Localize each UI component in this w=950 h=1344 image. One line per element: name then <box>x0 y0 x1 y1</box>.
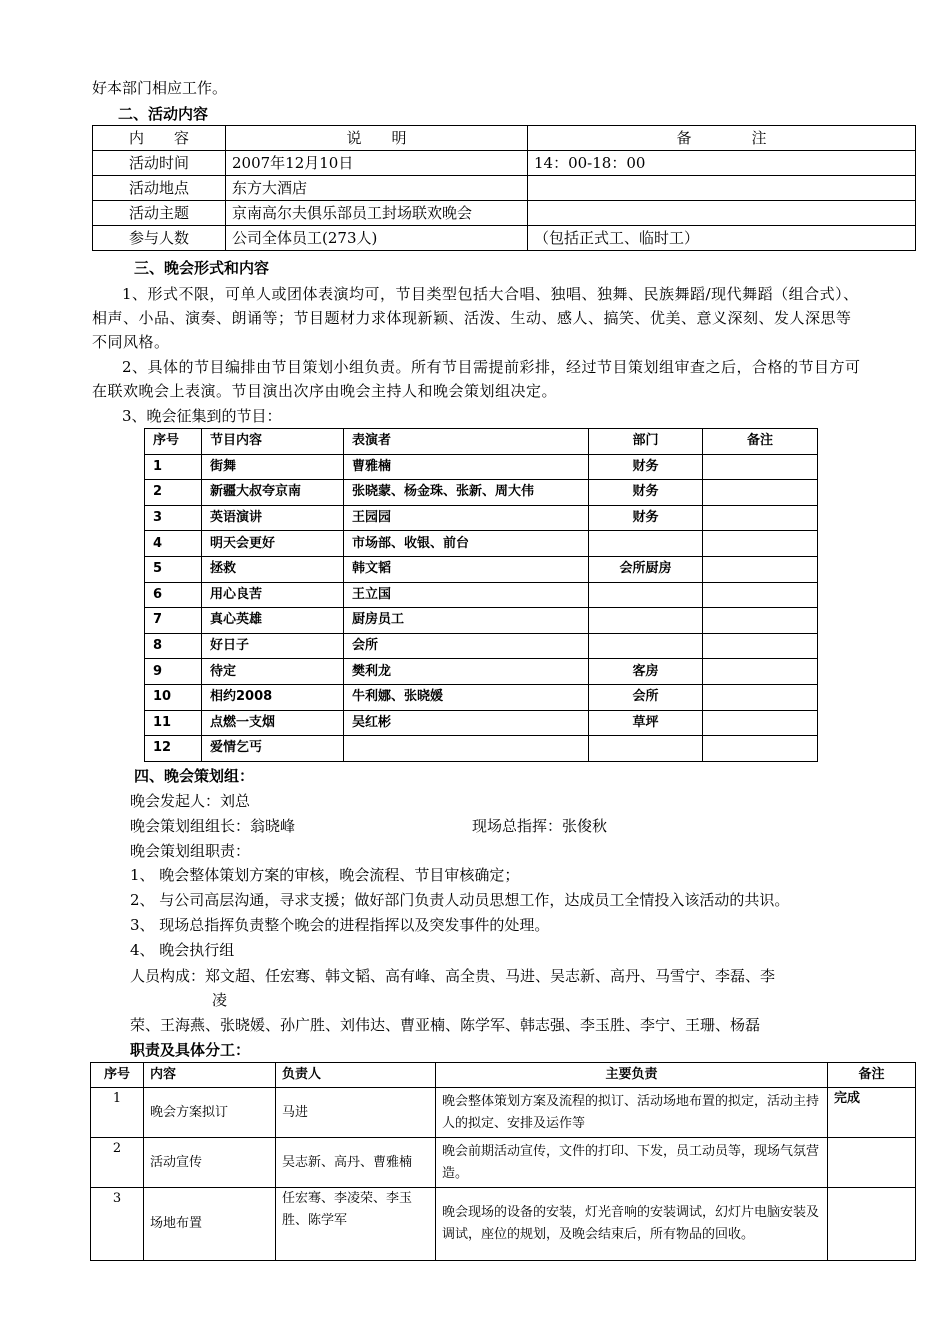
cell <box>589 531 703 557</box>
initiator: 晚会发起人：刘总 <box>130 792 251 810</box>
table-row <box>91 1063 916 1088</box>
cell: 吴红彬 <box>344 710 589 736</box>
table-row <box>93 151 916 176</box>
cell <box>703 608 818 634</box>
table-row <box>93 126 916 151</box>
cell <box>703 480 818 506</box>
cell: 晚会现场的设备的安装，灯光音响的安装调试，幻灯片电脑安装及调试，座位的规划，及晚会结束后，所有物品的回收。 <box>436 1188 828 1261</box>
program-table <box>144 428 818 762</box>
cell <box>528 176 916 201</box>
table-row <box>91 1188 916 1261</box>
cell: 会所 <box>589 684 703 710</box>
paragraph-2: 2、具体的节目编排由节目策划小组负责。所有节目需提前彩排，经过节目策划组审查之后，合格的节目方可在联欢晚会上表演。节目演出次序由晚会主持人和晚会策划组决定。 <box>92 358 861 400</box>
cell: 张晓蒙、杨金珠、张新、周大伟 <box>344 480 589 506</box>
cell: 1 <box>145 454 202 480</box>
table-row <box>145 736 818 762</box>
cell: 5 <box>145 556 202 582</box>
duties-title: 晚会策划组职责： <box>130 842 251 860</box>
header-cell: 节目内容 <box>202 429 344 455</box>
paragraph-1: 1、形式不限，可单人或团体表演均可，节目类型包括大合唱、独唱、独舞、民族舞蹈/现代舞蹈（组合式）、相声、小品、演奏、朗诵等；节目题材力求体现新颖、活泼、生动、感人、搞笑、优美、意义深刻、发人深思等不同风格。 <box>92 285 859 351</box>
cell: 街舞 <box>202 454 344 480</box>
cell: 市场部、收银、前台 <box>344 531 589 557</box>
members-line-1: 人员构成：郑文超、任宏骞、韩文韬、高有峰、高全贵、马进、吴志新、高丹、马雪宁、李磊、李 <box>130 967 776 985</box>
header-cell: 部门 <box>589 429 703 455</box>
cell <box>589 608 703 634</box>
cell <box>589 633 703 659</box>
division-title: 职责及具体分工： <box>130 1041 251 1059</box>
cell: 场地布置 <box>144 1188 276 1261</box>
cell <box>703 684 818 710</box>
cell: 2 <box>145 480 202 506</box>
cell: 王园园 <box>344 505 589 531</box>
header-cell: 表演者 <box>344 429 589 455</box>
cell: 9 <box>145 659 202 685</box>
header-cell: 负责人 <box>276 1063 436 1088</box>
cell: 活动时间 <box>93 151 226 176</box>
cell <box>528 201 916 226</box>
table-row <box>145 633 818 659</box>
cell: 东方大酒店 <box>226 176 528 201</box>
table-row <box>145 710 818 736</box>
cell: 公司全体员工(273人) <box>226 226 528 251</box>
cell: 财务 <box>589 454 703 480</box>
duty-1: 1、 晚会整体策划方案的审核，晚会流程、节目审核确定； <box>130 866 520 884</box>
cell: 点燃一支烟 <box>202 710 344 736</box>
cell: 樊利龙 <box>344 659 589 685</box>
cell: 10 <box>145 684 202 710</box>
cell: 明天会更好 <box>202 531 344 557</box>
table-row <box>145 608 818 634</box>
cell: 客房 <box>589 659 703 685</box>
cell <box>703 659 818 685</box>
header-cell: 备 注 <box>528 126 916 151</box>
cell <box>828 1138 916 1188</box>
header-cell: 备注 <box>703 429 818 455</box>
cell <box>703 556 818 582</box>
cell: 厨房员工 <box>344 608 589 634</box>
cell <box>703 582 818 608</box>
table-row <box>91 1138 916 1188</box>
cell: （包括正式工、临时工） <box>528 226 916 251</box>
cell: 1 <box>91 1088 144 1138</box>
table-row <box>93 176 916 201</box>
cell: 活动地点 <box>93 176 226 201</box>
cell: 牛利娜、张晓媛 <box>344 684 589 710</box>
cell: 11 <box>145 710 202 736</box>
cell: 活动主题 <box>93 201 226 226</box>
cell: 参与人数 <box>93 226 226 251</box>
header-cell: 主要负责 <box>436 1063 828 1088</box>
cell <box>589 582 703 608</box>
cell: 晚会方案拟订 <box>144 1088 276 1138</box>
cell: 会所厨房 <box>589 556 703 582</box>
table-row <box>145 480 818 506</box>
members-line-3: 荣、王海燕、张晓媛、孙广胜、刘伟达、曹亚楠、陈学军、韩志强、李玉胜、李宁、王珊、杨磊 <box>130 1016 761 1034</box>
cell: 会所 <box>344 633 589 659</box>
cell <box>703 633 818 659</box>
cell: 晚会前期活动宣传，文件的打印、下发，员工动员等，现场气氛营造。 <box>436 1138 828 1188</box>
table-row <box>145 556 818 582</box>
header-cell: 序号 <box>145 429 202 455</box>
duty-3: 3、 现场总指挥负责整个晚会的进程指挥以及突发事件的处理。 <box>130 916 550 934</box>
table-row <box>145 454 818 480</box>
cell: 3 <box>145 505 202 531</box>
cell: 2 <box>91 1138 144 1188</box>
planning-leader: 晚会策划组组长：翁晓峰 <box>130 817 296 835</box>
cell: 12 <box>145 736 202 762</box>
cell: 马进 <box>276 1088 436 1138</box>
cell: 草坪 <box>589 710 703 736</box>
section3-heading: 三、晚会形式和内容 <box>134 259 270 277</box>
cell: 新疆大叔夸京南 <box>202 480 344 506</box>
cell <box>703 710 818 736</box>
cell: 7 <box>145 608 202 634</box>
cell: 2007年12月10日 <box>226 151 528 176</box>
cell <box>828 1188 916 1261</box>
cell: 爱情乞丐 <box>202 736 344 762</box>
cell: 京南高尔夫俱乐部员工封场联欢晚会 <box>226 201 528 226</box>
table-row <box>145 429 818 455</box>
cell: 财务 <box>589 480 703 506</box>
members-line-2: 凌 <box>212 991 228 1009</box>
site-director: 现场总指挥：张俊秋 <box>472 817 608 835</box>
table-row <box>91 1088 916 1138</box>
cell: 3 <box>91 1188 144 1261</box>
section2-heading: 二、活动内容 <box>118 105 209 123</box>
activity-table <box>92 125 916 251</box>
section4-heading: 四、晚会策划组： <box>134 767 255 785</box>
header-cell: 内 容 <box>93 126 226 151</box>
cell <box>344 736 589 762</box>
cell: 吴志新、高丹、曹雅楠 <box>276 1138 436 1188</box>
cell: 相约2008 <box>202 684 344 710</box>
cell: 财务 <box>589 505 703 531</box>
cell: 王立国 <box>344 582 589 608</box>
cell: 活动宣传 <box>144 1138 276 1188</box>
cell: 真心英雄 <box>202 608 344 634</box>
duty-2: 2、 与公司高层沟通，寻求支援；做好部门负责人动员思想工作，达成员工全情投入该活动的共识。 <box>130 891 790 909</box>
cell: 用心良苦 <box>202 582 344 608</box>
table-row <box>145 582 818 608</box>
cell: 英语演讲 <box>202 505 344 531</box>
cell: 任宏骞、李凌荣、李玉胜、陈学军 <box>276 1188 436 1261</box>
paragraph-3: 3、晚会征集到的节目： <box>122 407 282 425</box>
cell <box>703 454 818 480</box>
cell: 拯救 <box>202 556 344 582</box>
task-table <box>90 1062 916 1261</box>
table-row <box>145 684 818 710</box>
cell: 8 <box>145 633 202 659</box>
cell: 韩文韬 <box>344 556 589 582</box>
cell <box>703 531 818 557</box>
duty-4: 4、 晚会执行组 <box>130 941 235 959</box>
header-cell: 备注 <box>828 1063 916 1088</box>
cell: 曹雅楠 <box>344 454 589 480</box>
table-row <box>145 659 818 685</box>
cell: 完成 <box>828 1088 916 1138</box>
cell: 好日子 <box>202 633 344 659</box>
header-cell: 序号 <box>91 1063 144 1088</box>
table-row <box>145 531 818 557</box>
header-cell: 内容 <box>144 1063 276 1088</box>
header-cell: 说 明 <box>226 126 528 151</box>
cell: 待定 <box>202 659 344 685</box>
table-row <box>145 505 818 531</box>
cell <box>703 505 818 531</box>
cell: 6 <box>145 582 202 608</box>
intro-tail: 好本部门相应工作。 <box>92 79 228 97</box>
cell: 4 <box>145 531 202 557</box>
cell <box>703 736 818 762</box>
cell: 晚会整体策划方案及流程的拟订、活动场地布置的拟定，活动主持人的拟定、安排及运作等 <box>436 1088 828 1138</box>
cell <box>589 736 703 762</box>
cell: 14：00-18：00 <box>528 151 916 176</box>
table-row <box>93 201 916 226</box>
table-row <box>93 226 916 251</box>
